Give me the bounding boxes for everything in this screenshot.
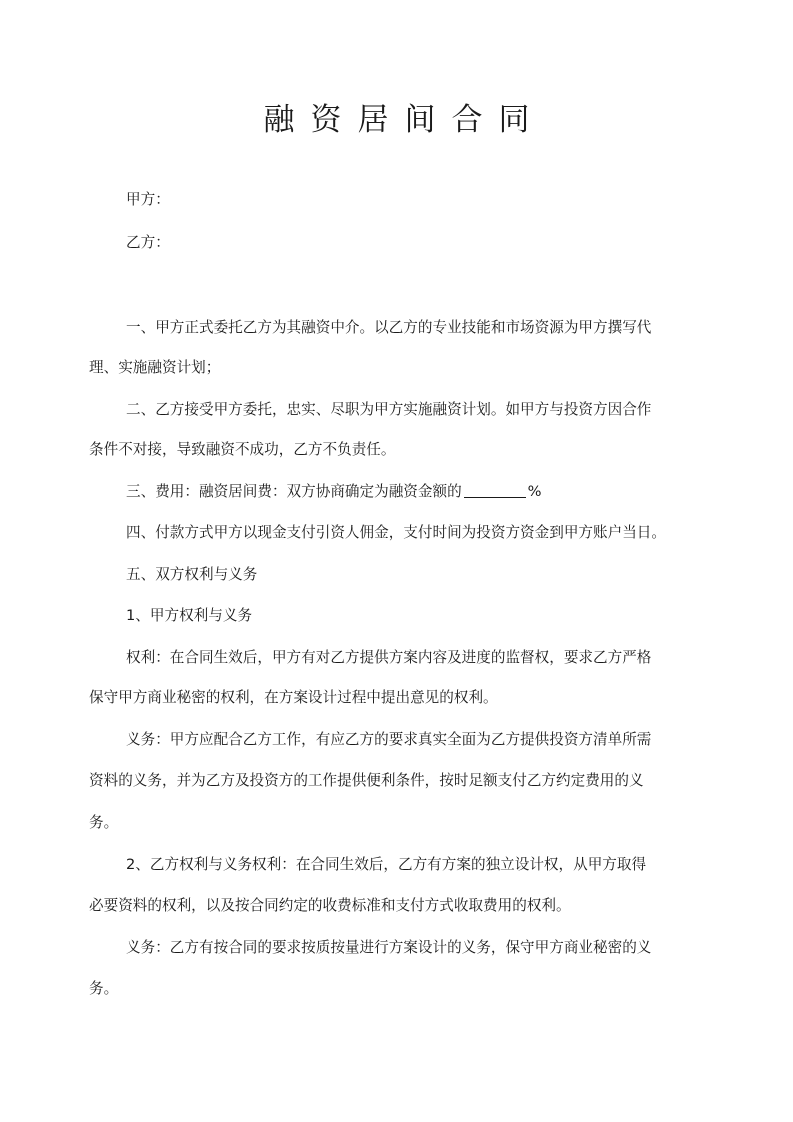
- party-b-label: 乙方：: [126, 234, 170, 251]
- party-a-duty-line-1: 义务：甲方应配合乙方工作，有应乙方的要求真实全面为乙方提供投资方清单所需: [126, 731, 652, 748]
- clause-4-payment: 四、付款方式甲方以现金支付引资人佣金，支付时间为投资方资金到甲方账户当日。: [126, 524, 666, 541]
- document-title: 融资居间合同: [263, 102, 546, 138]
- party-b-rights-line-1: 2、乙方权利与义务权利：在合同生效后，乙方有方案的独立设计权，从甲方取得: [126, 856, 647, 873]
- party-a-duty-line-2: 资料的义务，并为乙方及投资方的工作提供便利条件，按时足额支付乙方约定费用的义: [89, 772, 644, 789]
- clause-3-fee: [126, 482, 746, 502]
- party-a-rights-heading: 1、甲方权利与义务: [126, 607, 253, 624]
- clause-1-line-2: 理、实施融资计划；: [89, 359, 221, 376]
- clause-2-line-1: 二、乙方接受甲方委托，忠实、尽职为甲方实施融资计划。如甲方与投资方因合作: [126, 401, 652, 418]
- clause-1-line-1: 一、甲方正式委托乙方为其融资中介。以乙方的专业技能和市场资源为甲方撰写代: [126, 319, 652, 336]
- clause-3-prefix: 三、费用：融资居间费：双方协商确定为融资金额的: [126, 483, 462, 500]
- party-a-label: 甲方：: [126, 191, 170, 208]
- party-a-rights-line-1: 权利：在合同生效后，甲方有对乙方提供方案内容及进度的监督权，要求乙方严格: [126, 649, 652, 666]
- party-b-duty-line-1: 义务：乙方有按合同的要求按质按量进行方案设计的义务，保守甲方商业秘密的义: [126, 939, 652, 956]
- party-b-rights-line-2: 必要资料的权利，以及按合同约定的收费标准和支付方式收取费用的权利。: [89, 897, 571, 914]
- party-b-duty-line-2: 务。: [89, 980, 119, 997]
- clause-5-heading: 五、双方权利与义务: [126, 566, 258, 583]
- clause-2-line-2: 条件不对接，导致融资不成功，乙方不负责任。: [89, 441, 396, 458]
- party-a-duty-line-3: 务。: [89, 814, 119, 831]
- party-a-rights-line-2: 保守甲方商业秘密的权利，在方案设计过程中提出意见的权利。: [89, 689, 498, 706]
- fee-percentage-blank: [464, 483, 526, 498]
- clause-3-suffix: %: [527, 483, 542, 500]
